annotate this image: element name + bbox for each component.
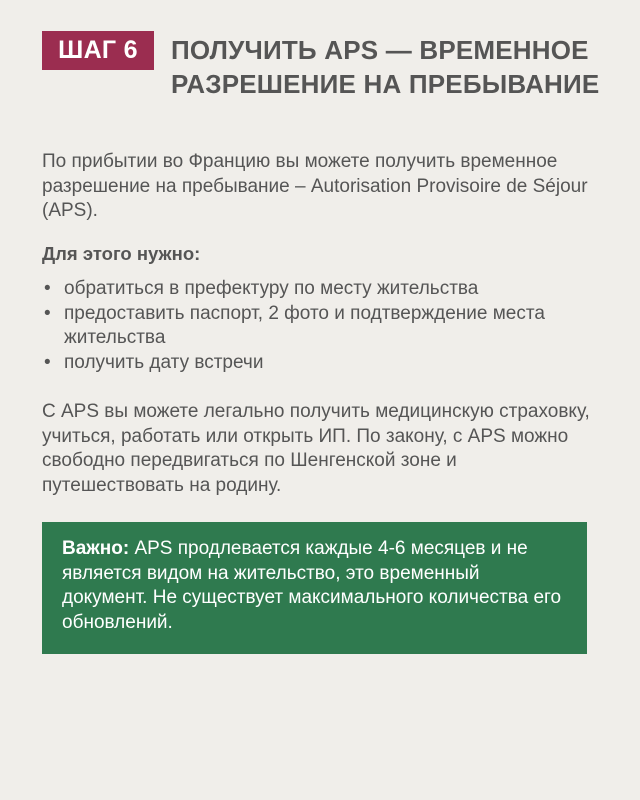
requirements-heading: Для этого нужно:: [42, 243, 201, 264]
list-item-text: получить дату встречи: [64, 351, 264, 373]
list-item: [42, 277, 602, 302]
important-callout: [42, 522, 587, 654]
bullet-icon: •: [44, 302, 51, 324]
list-item-text: обратиться в префектуру по месту жительства: [64, 278, 479, 299]
bullet-icon: •: [44, 278, 51, 299]
important-text: APS продлевается каждые 4-6 месяцев и не является видом на жительство, это временный документ. Не существует максимального количества его обновлений.: [62, 538, 562, 633]
body-paragraph: С APS вы можете легально получить медицинскую страховку, учиться, работать или открыть ИП. По закону, с APS можно свободно передвигаться по Шенгенской зоне и путешествовать на родину.: [42, 401, 590, 496]
list-item: [42, 302, 602, 351]
list-item: [42, 351, 602, 376]
list-item-text: предоставить паспорт, 2 фото и подтверждение места жительства: [64, 302, 545, 348]
important-label: Важно:: [62, 538, 130, 559]
page-title: ПОЛУЧИТЬ APS — ВРЕМЕННОЕ РАЗРЕШЕНИЕ НА ПРЕБЫВАНИЕ: [171, 35, 600, 99]
intro-paragraph: По прибытии во Францию вы можете получить временное разрешение на пребывание – Autorisation Provisoire de Séjour (APS).: [42, 151, 588, 221]
step-badge: ШАГ 6: [42, 31, 154, 70]
bullet-icon: •: [44, 351, 51, 373]
requirements-list: [42, 277, 602, 375]
